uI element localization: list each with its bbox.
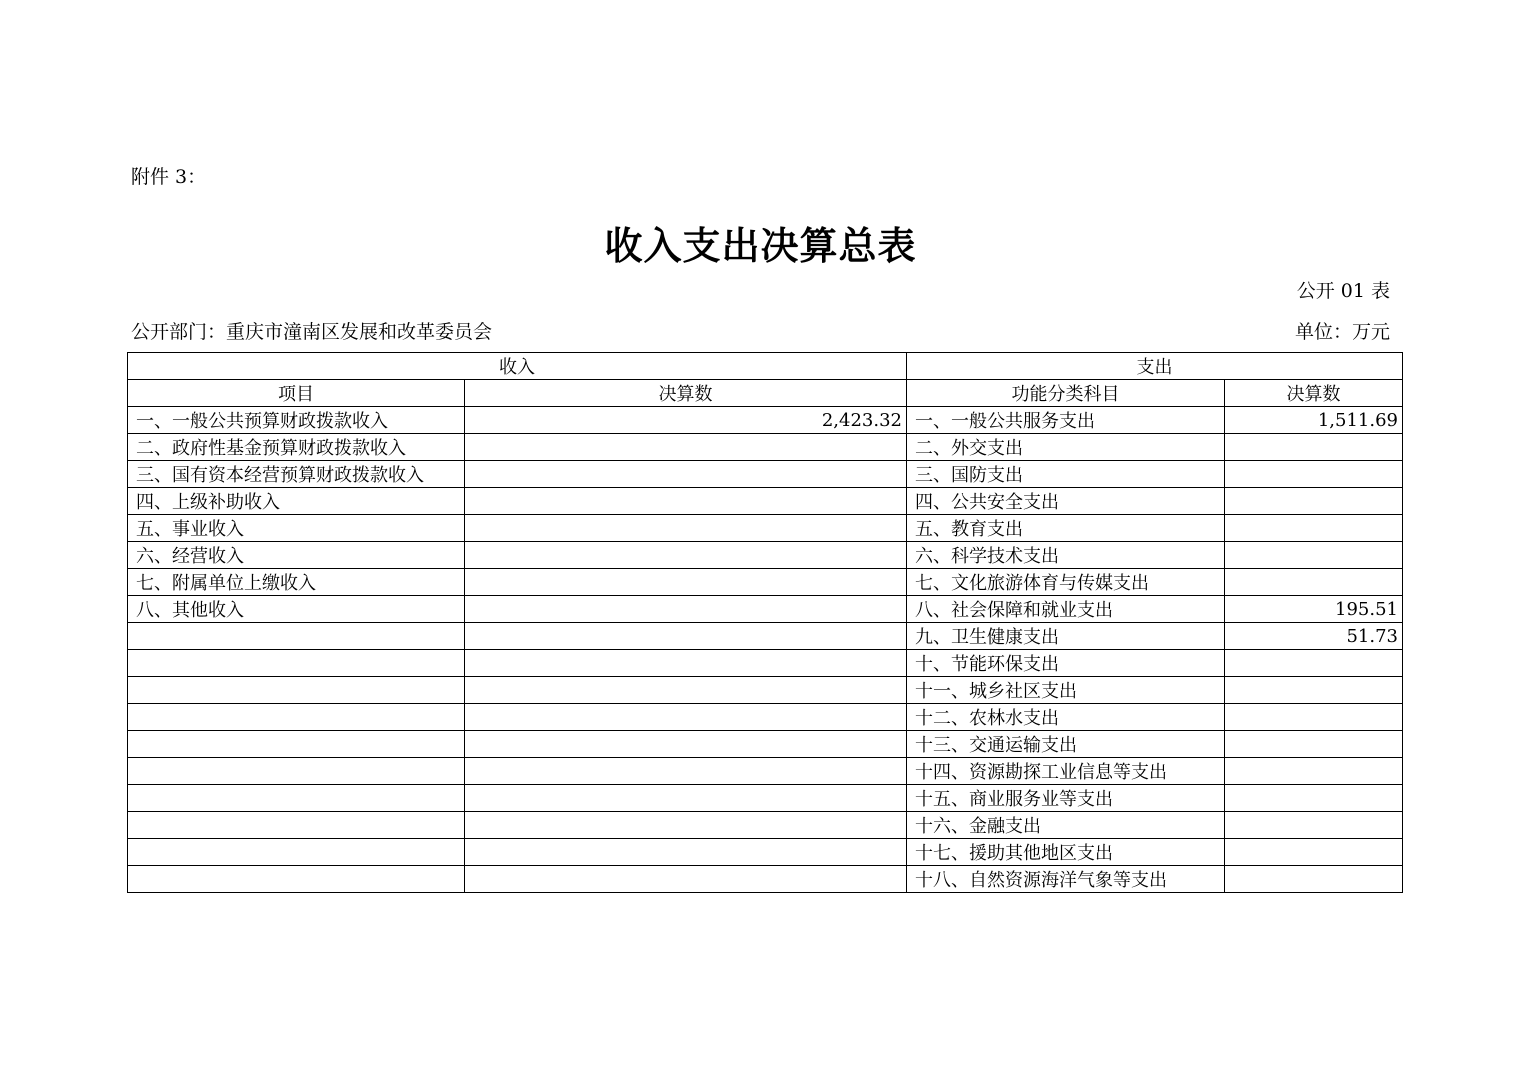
table-row bbox=[128, 812, 1403, 839]
income-item-cell: 二、政府性基金预算财政拨款收入 bbox=[128, 434, 465, 461]
table-row bbox=[128, 488, 1403, 515]
table-row bbox=[128, 407, 1403, 434]
income-amount-cell bbox=[465, 542, 907, 569]
expenditure-item-cell: 二、外交支出 bbox=[907, 434, 1225, 461]
income-amount-cell bbox=[465, 461, 907, 488]
income-item-cell bbox=[128, 839, 465, 866]
table-row bbox=[128, 650, 1403, 677]
income-item-cell: 八、其他收入 bbox=[128, 596, 465, 623]
expenditure-amount-cell bbox=[1225, 461, 1403, 488]
expenditure-amount-cell: 1,511.69 bbox=[1225, 407, 1403, 434]
expenditure-amount-cell: 195.51 bbox=[1225, 596, 1403, 623]
column-header-row bbox=[128, 380, 1403, 407]
expenditure-amount-cell bbox=[1225, 488, 1403, 515]
income-item-cell bbox=[128, 704, 465, 731]
expenditure-item-header: 功能分类科目 bbox=[907, 380, 1225, 407]
expenditure-amount-cell bbox=[1225, 542, 1403, 569]
expenditure-item-cell: 一、一般公共服务支出 bbox=[907, 407, 1225, 434]
table-row bbox=[128, 866, 1403, 893]
expenditure-item-cell: 十五、商业服务业等支出 bbox=[907, 785, 1225, 812]
expenditure-amount-cell bbox=[1225, 785, 1403, 812]
table-row bbox=[128, 623, 1403, 650]
expenditure-amount-cell bbox=[1225, 650, 1403, 677]
expenditure-amount-cell bbox=[1225, 434, 1403, 461]
income-group-header: 收入 bbox=[128, 353, 907, 380]
income-item-cell: 四、上级补助收入 bbox=[128, 488, 465, 515]
income-item-cell bbox=[128, 785, 465, 812]
income-item-cell: 一、一般公共预算财政拨款收入 bbox=[128, 407, 465, 434]
attachment-label: 附件 3： bbox=[131, 166, 207, 188]
expenditure-item-cell: 九、卫生健康支出 bbox=[907, 623, 1225, 650]
table-row bbox=[128, 785, 1403, 812]
income-item-cell bbox=[128, 623, 465, 650]
income-amount-cell bbox=[465, 785, 907, 812]
expenditure-item-cell: 五、教育支出 bbox=[907, 515, 1225, 542]
table-row bbox=[128, 542, 1403, 569]
table-row bbox=[128, 704, 1403, 731]
income-item-cell: 五、事业收入 bbox=[128, 515, 465, 542]
expenditure-amount-cell: 51.73 bbox=[1225, 623, 1403, 650]
table-row bbox=[128, 434, 1403, 461]
income-amount-cell bbox=[465, 569, 907, 596]
table-row bbox=[128, 596, 1403, 623]
expenditure-item-cell: 十四、资源勘探工业信息等支出 bbox=[907, 758, 1225, 785]
income-amount-cell bbox=[465, 677, 907, 704]
page-title: 收入支出决算总表 bbox=[604, 223, 917, 268]
expenditure-item-cell: 八、社会保障和就业支出 bbox=[907, 596, 1225, 623]
income-amount-cell bbox=[465, 866, 907, 893]
expenditure-item-cell: 七、文化旅游体育与传媒支出 bbox=[907, 569, 1225, 596]
unit-label: 单位：万元 bbox=[1294, 321, 1390, 343]
income-amount-cell bbox=[465, 812, 907, 839]
expenditure-amount-cell bbox=[1225, 515, 1403, 542]
income-amount-cell bbox=[465, 488, 907, 515]
department-label: 公开部门：重庆市潼南区发展和改革委员会 bbox=[131, 321, 493, 343]
expenditure-amount-cell bbox=[1225, 812, 1403, 839]
expenditure-item-cell: 三、国防支出 bbox=[907, 461, 1225, 488]
expenditure-item-cell: 十八、自然资源海洋气象等支出 bbox=[907, 866, 1225, 893]
expenditure-amount-cell bbox=[1225, 704, 1403, 731]
expenditure-item-cell: 十六、金融支出 bbox=[907, 812, 1225, 839]
expenditure-amount-cell bbox=[1225, 866, 1403, 893]
income-item-cell bbox=[128, 758, 465, 785]
table-row bbox=[128, 758, 1403, 785]
income-amount-header: 决算数 bbox=[465, 380, 907, 407]
expenditure-amount-header: 决算数 bbox=[1225, 380, 1403, 407]
income-item-cell: 七、附属单位上缴收入 bbox=[128, 569, 465, 596]
income-item-cell bbox=[128, 650, 465, 677]
income-item-cell bbox=[128, 866, 465, 893]
income-item-cell bbox=[128, 731, 465, 758]
expenditure-group-header: 支出 bbox=[907, 353, 1403, 380]
expenditure-item-cell: 六、科学技术支出 bbox=[907, 542, 1225, 569]
table-row bbox=[128, 731, 1403, 758]
income-amount-cell bbox=[465, 650, 907, 677]
income-item-header: 项目 bbox=[128, 380, 465, 407]
table-row bbox=[128, 839, 1403, 866]
table-row bbox=[128, 569, 1403, 596]
table-row bbox=[128, 515, 1403, 542]
expenditure-item-cell: 十一、城乡社区支出 bbox=[907, 677, 1225, 704]
income-item-cell bbox=[128, 677, 465, 704]
income-amount-cell bbox=[465, 731, 907, 758]
income-amount-cell bbox=[465, 434, 907, 461]
income-item-cell: 六、经营收入 bbox=[128, 542, 465, 569]
table-row bbox=[128, 461, 1403, 488]
expenditure-amount-cell bbox=[1225, 758, 1403, 785]
expenditure-item-cell: 十二、农林水支出 bbox=[907, 704, 1225, 731]
form-number: 公开 01 表 bbox=[1296, 280, 1390, 302]
expenditure-amount-cell bbox=[1225, 677, 1403, 704]
expenditure-amount-cell bbox=[1225, 731, 1403, 758]
income-expenditure-table bbox=[127, 352, 1403, 893]
income-amount-cell bbox=[465, 839, 907, 866]
income-amount-cell bbox=[465, 623, 907, 650]
expenditure-amount-cell bbox=[1225, 569, 1403, 596]
table-row bbox=[128, 677, 1403, 704]
expenditure-item-cell: 四、公共安全支出 bbox=[907, 488, 1225, 515]
income-item-cell: 三、国有资本经营预算财政拨款收入 bbox=[128, 461, 465, 488]
income-amount-cell bbox=[465, 515, 907, 542]
income-item-cell bbox=[128, 812, 465, 839]
expenditure-item-cell: 十、节能环保支出 bbox=[907, 650, 1225, 677]
expenditure-item-cell: 十三、交通运输支出 bbox=[907, 731, 1225, 758]
expenditure-amount-cell bbox=[1225, 839, 1403, 866]
income-amount-cell bbox=[465, 758, 907, 785]
income-amount-cell bbox=[465, 704, 907, 731]
income-amount-cell: 2,423.32 bbox=[465, 407, 907, 434]
income-amount-cell bbox=[465, 596, 907, 623]
expenditure-item-cell: 十七、援助其他地区支出 bbox=[907, 839, 1225, 866]
group-header-row bbox=[128, 353, 1403, 380]
